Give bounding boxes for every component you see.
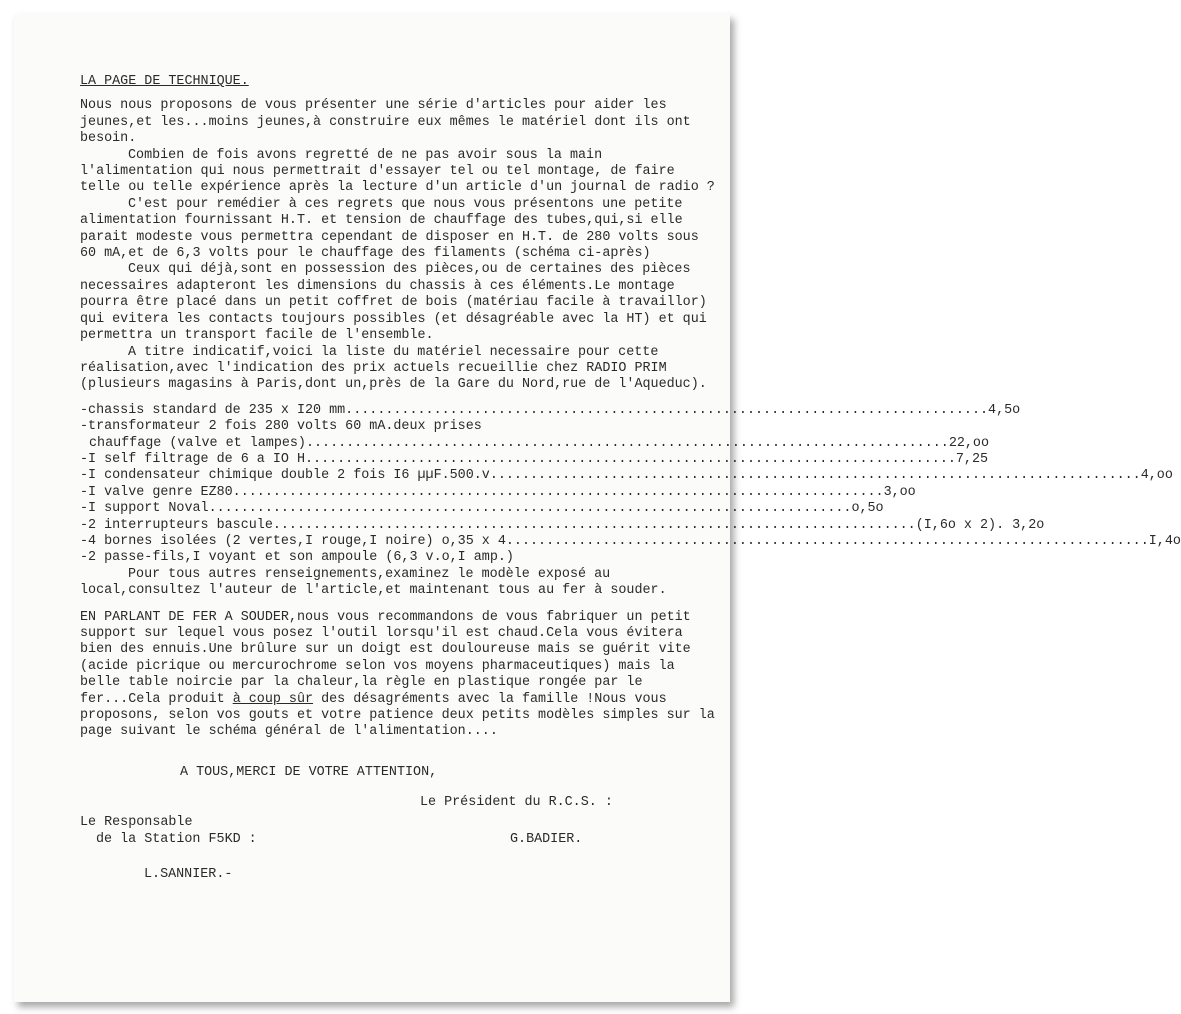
item-text: -I support Noval................................................................................: [80, 501, 852, 517]
item-price: 22,oo: [948, 435, 990, 451]
item-text: -4 bornes isolées (2 vertes,I rouge,I noire) o,35 x 4................................................................................: [80, 533, 1149, 549]
parts-list-item: [80, 451, 989, 468]
paragraph-chassis: Ceux qui déjà,sont en possession des pièces,ou de certaines des pièces necessaires adapteront les dimensions du chassis à ces éléments.Le montage pourra être placé dans un petit coffret de bois (matériau facile à travaillor) qui evitera les contacts toujours possibles (et désagréable avec la HT) et qui permettra un transport facile de l'ensemble.: [80, 262, 707, 344]
item-text: -chassis standard de 235 x I20 mm................................................................................: [80, 402, 989, 418]
item-price: 7,25: [955, 451, 989, 467]
item-price: I,4o: [1148, 533, 1181, 549]
intro-paragraph: Nous nous proposons de vous présenter une série d'articles pour aider les jeunes,et les...moins jeunes,à construire eux mêmes le matériel dont ils ont besoin.: [80, 98, 691, 147]
spacer: [80, 600, 720, 610]
parts-list-item: [80, 468, 1173, 484]
fer-a-souder-lead: EN PARLANT DE FER A SOUDER: [80, 609, 289, 625]
underlined-phrase: à coup sûr: [232, 691, 314, 707]
item-text: chauffage (valve et lampes)................................................................................: [89, 435, 949, 451]
responsable-station: de la Station F5KD :: [96, 832, 257, 848]
fer-a-souder-body: ,nous vous recommandons de vous fabriquer un petit support sur lequel vous posez l'outil lorsqu'il est chaud.Cela vous évitera bien des ennuis.Une brûlure sur un doigt est douloureuse mais se guérit vite (acide picrique ou mercurochrome selon vos moyens pharmaceutiques) mais la belle table noircie par la chaleur,la règle en plastique rongée par le fer...Cela produit: [80, 609, 691, 707]
item-text: -transformateur 2 fois 280 volts 60 mA.deux prises: [80, 419, 482, 435]
parts-list-item: [80, 435, 990, 452]
parts-list-item: [80, 550, 720, 566]
paragraph-regrets: Combien de fois avons regretté de ne pas avoir sous la main l'alimentation qui nous permettrait d'essayer tel ou tel montage, de faire telle ou telle expérience après la lecture d'un article d'un journal de radio ?: [80, 147, 715, 196]
item-price: 3,oo: [883, 484, 916, 500]
item-price: [658, 419, 720, 435]
item-text: -2 passe-fils,I voyant et son ampoule (6,3 v.o,I amp.): [80, 550, 514, 566]
item-price: 4,oo: [1140, 468, 1173, 484]
document-content: [80, 74, 1181, 905]
item-price: (I,6o x 2). 3,2o: [915, 517, 1045, 533]
paragraph-renseignements: Pour tous autres renseignements,examinez le modèle exposé au local,consultez l'auteur de l'article,et maintenant tous au fer à souder.: [80, 566, 667, 599]
item-text: -I condensateur chimique double 2 fois I6 µµF.500.v.................................................................................: [80, 468, 1141, 484]
item-price: o,5o: [851, 501, 884, 517]
parts-list: [80, 402, 1181, 567]
paragraph-fer-a-souder: [80, 610, 720, 741]
paragraph-alimentation: C'est pour remédier à ces regrets que nous vous présentons une petite alimentation fournissant H.T. et tension de chauffage des tubes,qui,si elle parait modeste vous permettra cependant de disposer en H.T. de 280 volts sous 60 mA,et de 6,3 volts pour le chauffage des filaments (schéma ci-après): [80, 196, 699, 262]
parts-list-item: [80, 419, 720, 435]
document-page: [14, 14, 1181, 1002]
item-text: -I self filtrage de 6 a IO H.................................................................................: [80, 451, 956, 467]
item-price: 4,5o: [988, 402, 1021, 418]
signature-block: [80, 795, 720, 905]
parts-list-item: [80, 517, 1045, 534]
page-title: LA PAGE DE TECHNIQUE.: [80, 74, 249, 89]
president-title: Le Président du R.C.S. :: [420, 795, 613, 811]
paragraph-materiel: A titre indicatif,voici la liste du matériel necessaire pour cette réalisation,avec l'indication des prix actuels recueillie chez RADIO PRIM (plusieurs magasins à Paris,dont un,près de la Gare du Nord,rue de l'Aqueduc).: [80, 344, 707, 393]
item-price: [658, 550, 720, 566]
parts-list-item: [80, 402, 1021, 419]
responsable-title: Le Responsable: [80, 815, 193, 831]
fer-a-souder-tail: des désagréments avec la famille !Nous vous proposons, selon vos gouts et votre patience deux petits modèles simples sur la page suivant le schéma général de l'alimentation....: [80, 691, 715, 740]
parts-list-item: [80, 484, 916, 501]
president-name: G.BADIER.: [510, 832, 583, 848]
responsable-name: L.SANNIER.-: [144, 867, 233, 883]
parts-list-item: [80, 533, 1181, 550]
closing-line: A TOUS,MERCI DE VOTRE ATTENTION,: [180, 764, 438, 780]
item-text: -I valve genre EZ80.................................................................................: [80, 484, 884, 500]
parts-list-item: [80, 501, 884, 517]
item-text: -2 interrupteurs bascule................................................................................: [80, 517, 916, 533]
